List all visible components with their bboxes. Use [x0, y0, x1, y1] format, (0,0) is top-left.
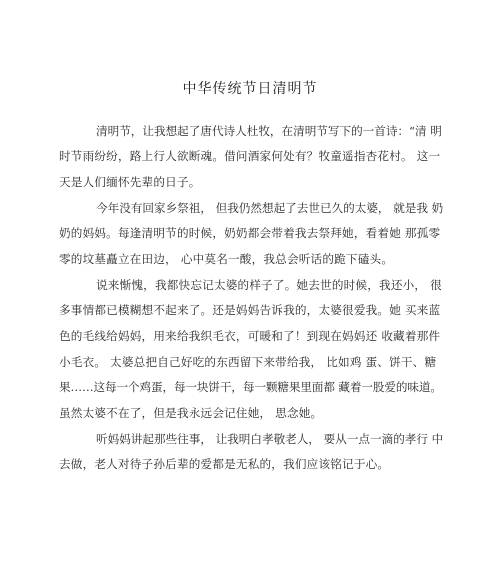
paragraph-3-line-2: 多事情都已模糊想不起来了。还是妈妈告诉我的，太婆很爱我。她 买来蓝 — [59, 303, 441, 317]
paragraph-3-line-5: 果……这每一个鸡蛋，每一块饼干，每一颗糖果里面都 藏着一股爱的味道。 — [59, 380, 442, 394]
paragraph-1-line-1: 清明节，让我想起了唐代诗人杜牧，在清明节写下的一首诗：“清 明 — [96, 124, 442, 138]
paragraph-4-line-2: 去做，老人对待子孙后辈的爱都是无私的，我们应该铭记于心。 — [59, 457, 390, 471]
paragraph-4-line-1: 听妈妈讲起那些往事， 让我明白孝敬老人， 要从一点一滴的孝行 中 — [96, 432, 444, 446]
paragraph-3-line-6: 虽然太婆不在了，但是我永远会记住她， 思念她。 — [59, 406, 323, 420]
paragraph-1-line-2: 时节雨纷纷，路上行人欲断魂。借问酒家何处有？牧童遥指杏花村。 这一 — [59, 149, 441, 163]
paragraph-2-line-1: 今年没有回家乡祭祖， 但我仍然想起了去世已久的太婆， 就是我 奶 — [96, 201, 444, 215]
paragraph-1-line-3: 天是人们缅怀先辈的日子。 — [59, 175, 201, 189]
paragraph-2-line-3: 零的坟墓矗立在田边， 心中莫名一酸，我总会听话的跪下磕头。 — [59, 252, 394, 266]
document-title: 中华传统节日清明节 — [182, 81, 318, 97]
paragraph-3-line-1: 说来惭愧，我都快忘记太婆的样子了。她去世的时候，我还小， 很 — [96, 278, 442, 292]
paragraph-3-line-3: 色的毛线给妈妈，用来给我织毛衣，可暖和了！到现在妈妈还 收藏着那件 — [59, 329, 441, 343]
paragraph-3-line-4: 小毛衣。 太婆总把自己好吃的东西留下来带给我， 比如鸡 蛋、饼干、糖 — [59, 355, 437, 369]
paragraph-2-line-2: 奶的妈妈。每逢清明节的时候，奶奶都会带着我去祭拜她，看着她 那孤零 — [59, 226, 441, 240]
